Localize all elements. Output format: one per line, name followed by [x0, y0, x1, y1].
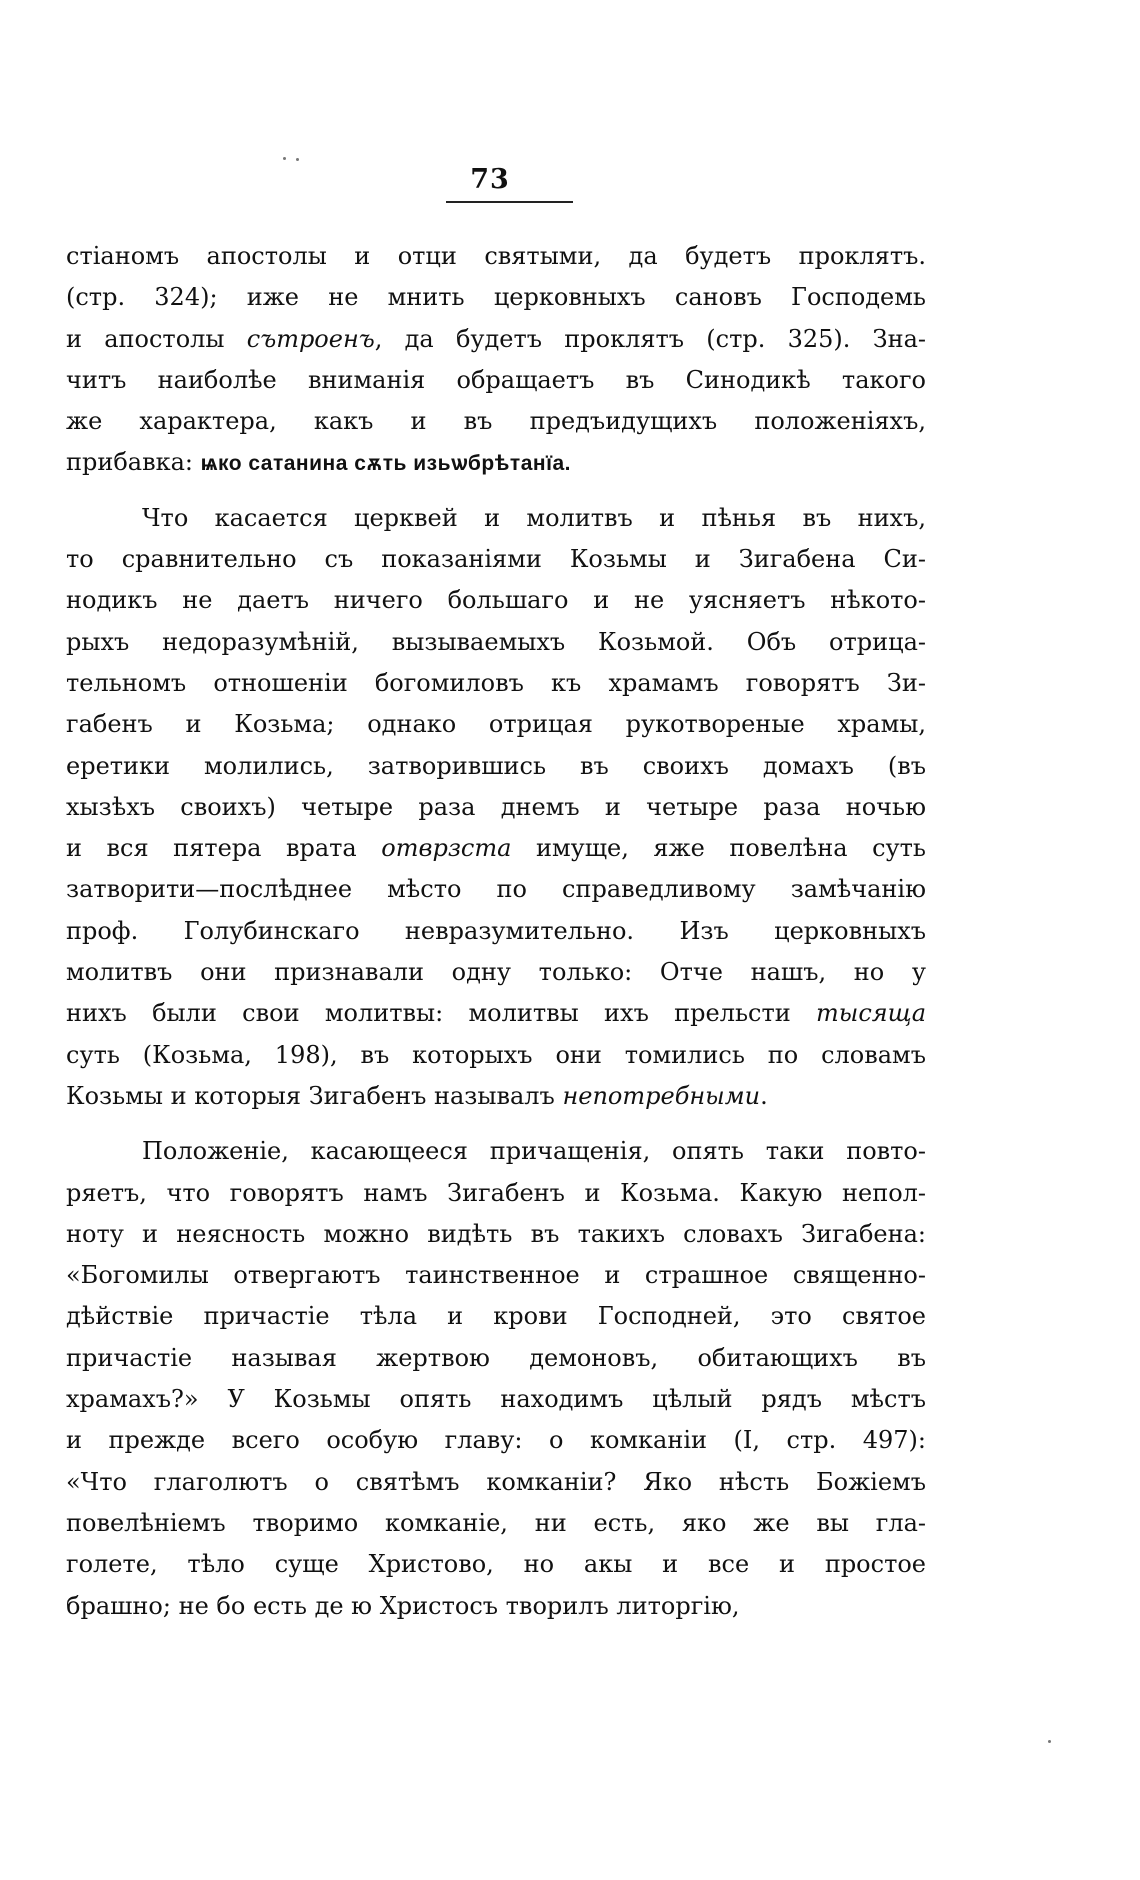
- text-line: [66, 1544, 926, 1585]
- paragraph-gap: [66, 1117, 926, 1131]
- text-run: и прежде всего особую главу: о комканіи (I, стр. 497):: [66, 1426, 926, 1455]
- text-run: .: [760, 1081, 768, 1110]
- text-run: читъ наиболѣе вниманія обращаетъ въ Синодикѣ такого: [66, 365, 926, 394]
- text-run: Положеніе, касающееся причащенія, опять таки повто-: [142, 1137, 926, 1166]
- text-run: молитвъ они признавали одну только: Отче нашъ, но у: [66, 958, 926, 987]
- text-run: брашно; не бо есть де ю Христосъ творилъ литоргію,: [66, 1591, 740, 1620]
- text-line: [66, 1462, 926, 1503]
- text-run: дѣйствіе причастіе тѣла и крови Господней, это святое: [66, 1302, 926, 1331]
- text-line: [66, 663, 926, 704]
- text-run: ноту и неясность можно видѣть въ такихъ словахъ Зигабена:: [66, 1219, 926, 1248]
- text-run: габенъ и Козьма; однако отрицая рукотвореные храмы,: [66, 710, 926, 739]
- church-slavonic-quote: ѩко сатанина сѫть изьѡбрѣтанїа.: [200, 452, 571, 476]
- text-line: [66, 1131, 926, 1172]
- text-line: [66, 1503, 926, 1544]
- text-line: [66, 319, 926, 360]
- text-line: [66, 236, 926, 277]
- text-run: стіаномъ апостолы и отци святыми, да будетъ проклятъ.: [66, 242, 926, 270]
- text-run: же характера, какъ и въ предъидущихъ положеніяхъ,: [66, 407, 926, 436]
- text-run: «Богомилы отвергаютъ таинственное и страшное священно-: [66, 1261, 926, 1290]
- text-run: нодикъ не даетъ ничего большаго и не уясняетъ нѣкото-: [66, 586, 926, 615]
- text-run: ряетъ, что говорятъ намъ Зигабенъ и Козьма. Какую непол-: [66, 1178, 926, 1207]
- print-speck: [1048, 1740, 1051, 1743]
- text-run: «Что глаголютъ о святѣмъ комканіи? Яко нѣсть Божіемъ: [66, 1467, 926, 1496]
- text-run: храмахъ?» У Козьмы опять находимъ цѣлый рядъ мѣстъ: [66, 1385, 926, 1414]
- text-line: [66, 993, 926, 1034]
- italic-text: сътроенъ: [246, 324, 375, 353]
- text-line: [66, 622, 926, 663]
- text-line: [66, 1035, 926, 1076]
- text-line: [66, 1379, 926, 1420]
- text-run: имуще, яже повелѣна суть: [511, 834, 926, 863]
- text-line: [66, 1586, 926, 1627]
- text-run: и вся пятера врата: [66, 834, 382, 863]
- text-line: [66, 952, 926, 993]
- text-run: суть (Козьма, 198), въ которыхъ они томились по словамъ: [66, 1040, 926, 1069]
- text-run: прибавка:: [66, 448, 201, 477]
- text-line: [66, 1255, 926, 1296]
- text-line: [66, 277, 926, 318]
- text-line: [66, 1173, 926, 1214]
- text-run: (стр. 324); иже не мнить церковныхъ сановъ Господемь: [66, 283, 926, 312]
- text-line: [66, 1420, 926, 1461]
- text-line: [66, 746, 926, 787]
- text-run: затворити—послѣднее мѣсто по справедливому замѣчанію: [66, 875, 926, 904]
- text-run: , да будетъ проклятъ (стр. 325). Зна-: [374, 324, 926, 353]
- text-line: [66, 911, 926, 952]
- text-line: [66, 1338, 926, 1379]
- text-line: [66, 869, 926, 910]
- text-run: Козьмы и которыя Зигабенъ называлъ: [66, 1081, 563, 1110]
- text-run: проф. Голубинскаго невразумительно. Изъ церковныхъ: [66, 916, 926, 945]
- text-run: тельномъ отношеніи богомиловъ къ храмамъ говорятъ Зи-: [66, 668, 926, 697]
- text-run: причастіе называя жертвою демоновъ, обитающихъ въ: [66, 1343, 926, 1372]
- print-speck: [296, 158, 299, 161]
- paragraph-gap: [66, 484, 926, 498]
- text-line: [66, 580, 926, 621]
- text-run: нихъ были свои молитвы: молитвы ихъ прельсти: [66, 999, 817, 1028]
- text-line: [66, 442, 926, 483]
- body-text: [66, 236, 926, 1627]
- italic-text: непотребными: [562, 1081, 761, 1110]
- text-run: голете, тѣло суще Христово, но акы и все и простое: [66, 1550, 926, 1579]
- print-speck: [283, 157, 286, 160]
- text-line: [66, 787, 926, 828]
- text-line: [66, 1076, 926, 1117]
- page-number: 73: [470, 164, 510, 195]
- text-run: и апостолы: [66, 324, 247, 353]
- text-line: [66, 828, 926, 869]
- text-line: [66, 539, 926, 580]
- text-run: рыхъ недоразумѣній, вызываемыхъ Козьмой. Объ отрица-: [66, 627, 926, 656]
- italic-text: тысяща: [816, 999, 926, 1028]
- text-line: [66, 401, 926, 442]
- text-line: [66, 1214, 926, 1255]
- text-line: [66, 498, 926, 539]
- text-run: хызѣхъ своихъ) четыре раза днемъ и четыре раза ночью: [66, 792, 926, 821]
- page-number-rule: [446, 201, 573, 203]
- text-run: еретики молились, затворившись въ своихъ домахъ (въ: [66, 751, 926, 780]
- text-line: [66, 360, 926, 401]
- text-run: повелѣніемъ творимо комканіе, ни есть, яко же вы гла-: [66, 1508, 926, 1537]
- text-run: Что касается церквей и молитвъ и пѣнья въ нихъ,: [142, 503, 926, 532]
- text-line: [66, 704, 926, 745]
- text-line: [66, 1296, 926, 1337]
- text-run: то сравнительно съ показаніями Козьмы и Зигабена Си-: [66, 545, 926, 574]
- italic-text: отврзста: [381, 834, 512, 863]
